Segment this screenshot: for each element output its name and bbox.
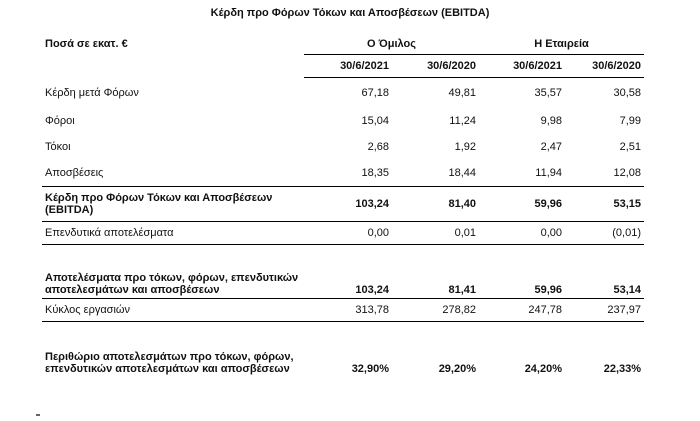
row-value: 81,41 <box>392 245 479 299</box>
header-row-groups <box>42 34 644 55</box>
row-value: 9,98 <box>540 115 562 127</box>
table-row <box>42 134 644 160</box>
header-row-dates <box>42 55 644 78</box>
date-header: 30/6/2020 <box>392 55 479 78</box>
row-value: 35,57 <box>534 87 562 99</box>
footnote-mark <box>36 414 40 416</box>
row-value: 22,33% <box>565 322 644 380</box>
row-value: 278,82 <box>392 299 479 322</box>
row-value: 2,68 <box>367 141 389 153</box>
row-label: Τόκοι <box>45 141 71 153</box>
row-label: Αποσβέσεις <box>45 167 104 179</box>
row-value: 313,78 <box>304 299 392 322</box>
row-label: Κέρδη μετά Φόρων <box>45 86 139 99</box>
ebitda-table <box>42 34 644 379</box>
table-row <box>42 160 644 187</box>
row-value: 67,18 <box>361 87 389 99</box>
row-value: 59,96 <box>479 187 565 222</box>
table-row <box>42 222 644 245</box>
table-row <box>42 78 644 109</box>
table-row-ebitda <box>42 187 644 222</box>
row-value: 103,24 <box>304 245 392 299</box>
row-value: 1,92 <box>454 141 476 153</box>
row-label: Φόροι <box>45 115 75 127</box>
header-spacer <box>42 55 304 78</box>
row-value: 0,00 <box>479 222 565 245</box>
row-value: 2,47 <box>540 141 562 153</box>
row-value: 103,24 <box>304 187 392 222</box>
row-value: 81,40 <box>392 187 479 222</box>
row-value: 7,99 <box>619 115 642 127</box>
row-value: 53,14 <box>565 245 644 299</box>
row-value: 18,44 <box>448 167 476 179</box>
row-value: 247,78 <box>479 299 565 322</box>
row-value: 11,24 <box>449 115 476 127</box>
row-value: 15,04 <box>361 115 389 127</box>
row-value: 11,94 <box>535 167 562 179</box>
row-label: Αποτελέσματα προ τόκων, φόρων, επενδυτικών αποτελεσμάτων και αποσβέσεων <box>42 245 304 299</box>
group-header: Ο Όμιλος <box>367 38 416 50</box>
company-header: Η Εταιρεία <box>534 38 589 50</box>
row-label: Κύκλος εργασιών <box>42 299 304 322</box>
date-header: 30/6/2021 <box>304 55 392 78</box>
row-value: 30,58 <box>613 87 642 99</box>
row-value: 32,90% <box>304 322 392 380</box>
table-row-ebit <box>42 245 644 299</box>
date-header: 30/6/2020 <box>565 55 644 78</box>
date-header: 30/6/2021 <box>479 55 565 78</box>
row-value: 0,01 <box>392 222 479 245</box>
row-value: 24,20% <box>479 322 565 380</box>
table-row-margin <box>42 322 644 380</box>
row-label: Κέρδη προ Φόρων Τόκων και Αποσβέσεων (EBITDA) <box>42 187 304 222</box>
row-value: 18,35 <box>361 167 389 179</box>
row-value: (0,01) <box>565 222 644 245</box>
table-title: Κέρδη προ Φόρων Τόκων και Αποσβέσεων (EBITDA) <box>210 7 490 19</box>
row-value: 59,96 <box>479 245 565 299</box>
row-value: 0,00 <box>304 222 392 245</box>
row-label: Επενδυτικά αποτελέσματα <box>42 222 304 245</box>
row-value: 237,97 <box>565 299 644 322</box>
table-row <box>42 299 644 322</box>
row-label: Περιθώριο αποτελεσμάτων προ τόκων, φόρων, επενδυτικών αποτελεσμάτων και αποσβέσεων <box>42 322 304 380</box>
row-value: 29,20% <box>392 322 479 380</box>
table-row <box>42 108 644 134</box>
row-value: 12,08 <box>613 167 642 179</box>
amounts-label: Ποσά σε εκατ. € <box>45 38 128 51</box>
row-value: 2,51 <box>619 141 642 153</box>
row-value: 49,81 <box>448 87 476 99</box>
row-value: 53,15 <box>565 187 644 222</box>
